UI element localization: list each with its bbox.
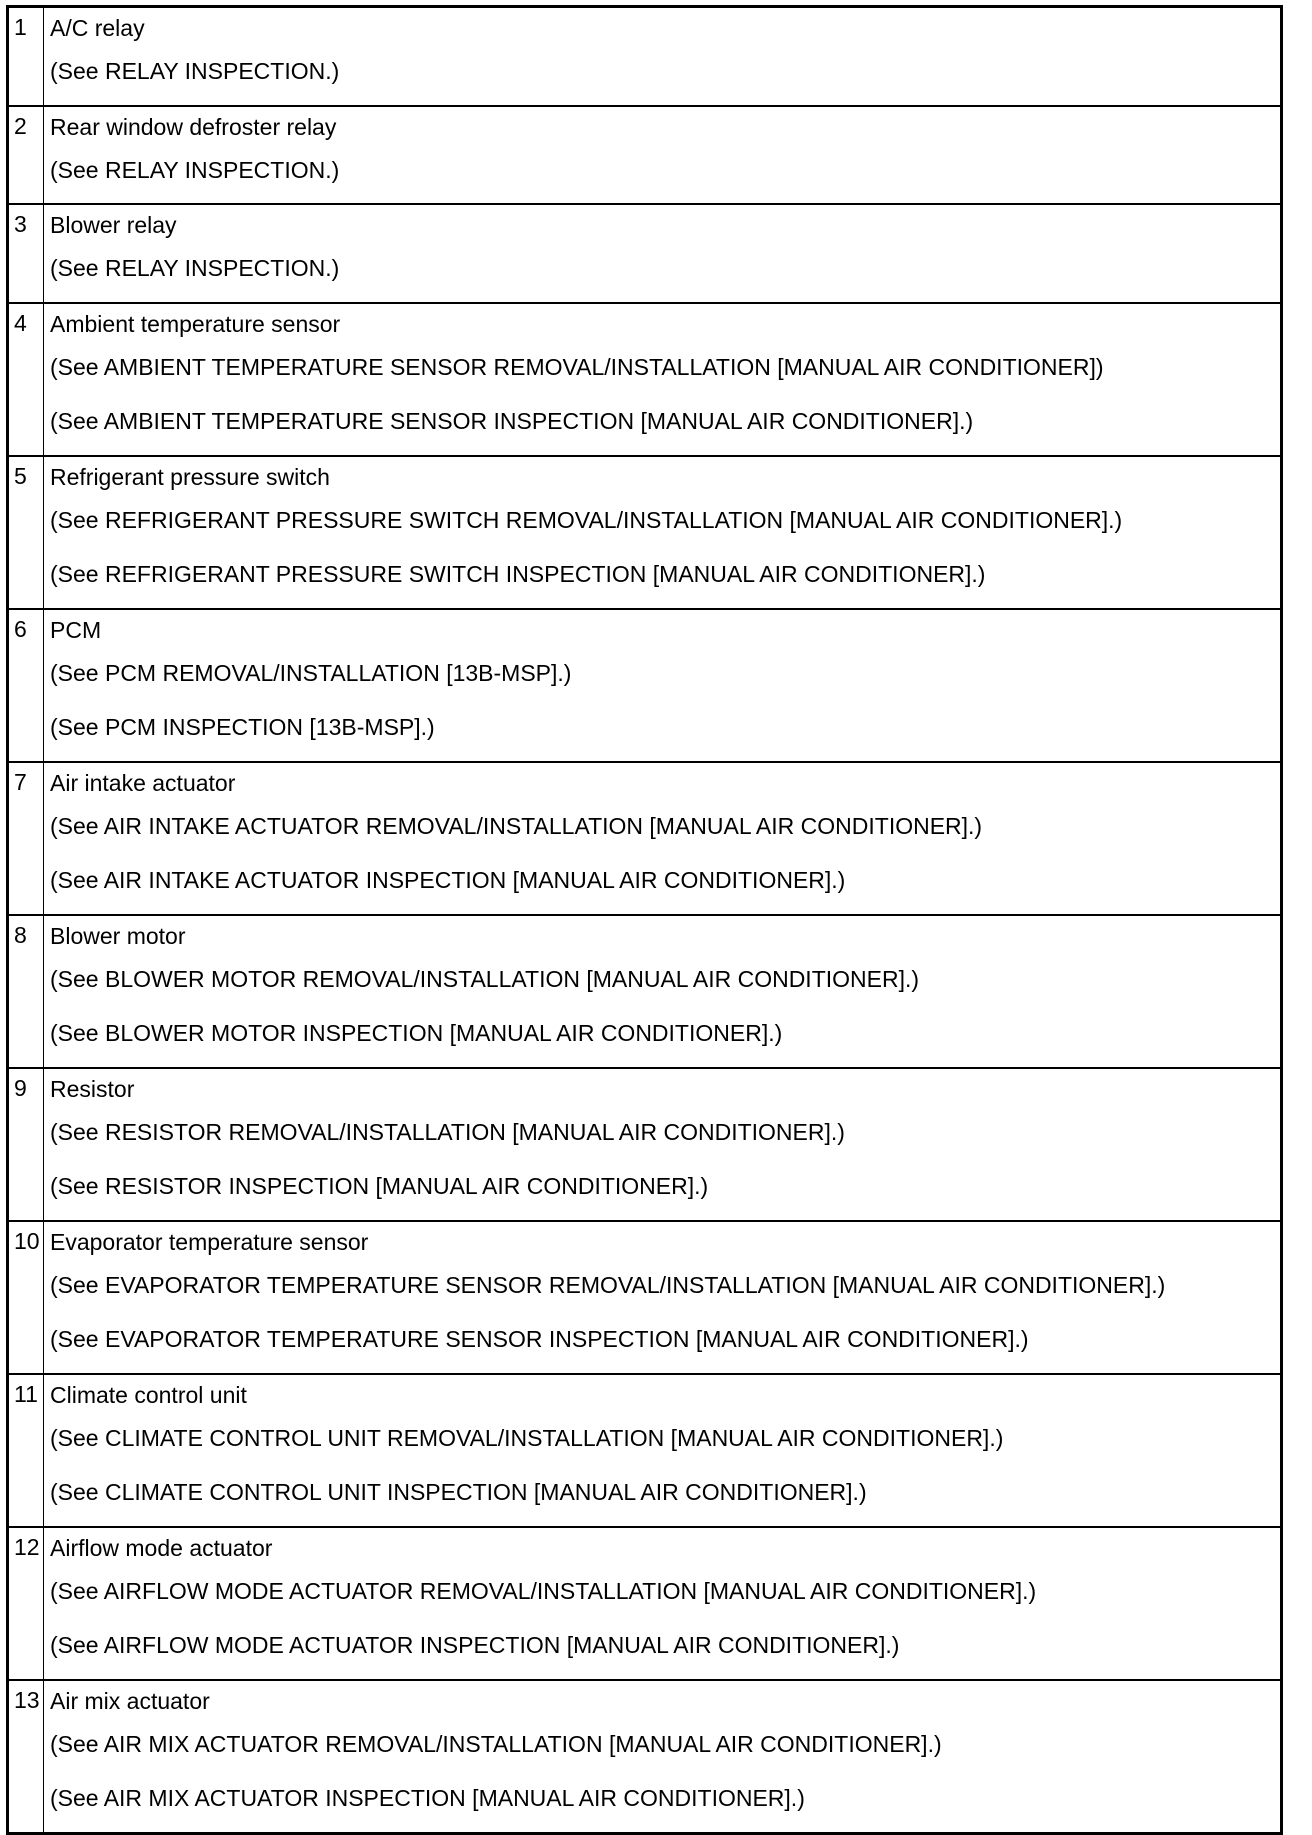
procedure-reference: (See EVAPORATOR TEMPERATURE SENSOR REMOVAL/INSTALLATION [MANUAL AIR CONDITIONER].) [50,1271,1166,1298]
component-name: PCM [50,616,102,643]
procedure-reference: (See AIRFLOW MODE ACTUATOR INSPECTION [MANUAL AIR CONDITIONER].) [50,1632,900,1658]
item-number: 12 [8,1527,44,1680]
item-number: 9 [8,1068,44,1221]
component-name: Air intake actuator [50,769,236,796]
component-name: Rear window defroster relay [50,113,337,140]
item-number: 1 [8,7,44,106]
item-number: 6 [8,609,44,762]
procedure-reference: (See RESISTOR REMOVAL/INSTALLATION [MANUAL AIR CONDITIONER].) [50,1118,845,1145]
table-body [8,7,1282,1834]
procedure-reference: (See BLOWER MOTOR REMOVAL/INSTALLATION [MANUAL AIR CONDITIONER].) [50,965,920,992]
item-content [44,106,1282,205]
procedure-reference: (See BLOWER MOTOR INSPECTION [MANUAL AIR CONDITIONER].) [50,1020,783,1046]
item-number: 3 [8,204,44,303]
table-row [8,456,1282,609]
table-row [8,303,1282,456]
procedure-reference: (See AIR MIX ACTUATOR INSPECTION [MANUAL AIR CONDITIONER].) [50,1785,805,1811]
component-reference-table [6,5,1283,1835]
component-name: Resistor [50,1075,135,1102]
procedure-reference: (See PCM REMOVAL/INSTALLATION [13B-MSP].) [50,659,572,686]
procedure-reference: (See PCM INSPECTION [13B-MSP].) [50,714,435,740]
item-number: 2 [8,106,44,205]
item-number: 8 [8,915,44,1068]
component-name: A/C relay [50,15,145,41]
table-row [8,1068,1282,1221]
procedure-reference: (See EVAPORATOR TEMPERATURE SENSOR INSPECTION [MANUAL AIR CONDITIONER].) [50,1326,1029,1352]
table-row [8,1527,1282,1680]
item-number: 7 [8,762,44,915]
item-number: 5 [8,456,44,609]
table-row [8,609,1282,762]
procedure-reference: (See AIR MIX ACTUATOR REMOVAL/INSTALLATION [MANUAL AIR CONDITIONER].) [50,1730,942,1757]
table-row [8,1221,1282,1374]
item-content [44,762,1282,915]
item-content [44,303,1282,456]
component-name: Blower relay [50,212,177,238]
table-row [8,106,1282,205]
table-row [8,1680,1282,1834]
procedure-reference: (See RELAY INSPECTION.) [50,255,340,281]
procedure-reference: (See AMBIENT TEMPERATURE SENSOR INSPECTION [MANUAL AIR CONDITIONER].) [50,408,974,434]
item-content [44,7,1282,106]
component-name: Air mix actuator [50,1687,210,1714]
item-content [44,1068,1282,1221]
procedure-reference: (See REFRIGERANT PRESSURE SWITCH REMOVAL/INSTALLATION [MANUAL AIR CONDITIONER].) [50,506,1123,533]
procedure-reference: (See CLIMATE CONTROL UNIT INSPECTION [MANUAL AIR CONDITIONER].) [50,1479,867,1505]
item-content [44,1221,1282,1374]
item-number: 13 [8,1680,44,1834]
item-content [44,609,1282,762]
component-name: Ambient temperature sensor [50,310,341,337]
procedure-reference: (See AIRFLOW MODE ACTUATOR REMOVAL/INSTALLATION [MANUAL AIR CONDITIONER].) [50,1577,1037,1604]
table-row [8,1374,1282,1527]
item-content [44,1374,1282,1527]
procedure-reference: (See RESISTOR INSPECTION [MANUAL AIR CONDITIONER].) [50,1173,709,1199]
table-row [8,7,1282,106]
component-name: Airflow mode actuator [50,1534,273,1561]
component-name: Climate control unit [50,1381,247,1408]
item-content [44,915,1282,1068]
procedure-reference: (See AIR INTAKE ACTUATOR REMOVAL/INSTALLATION [MANUAL AIR CONDITIONER].) [50,812,983,839]
item-number: 11 [8,1374,44,1527]
item-content [44,1527,1282,1680]
table-row [8,204,1282,303]
procedure-reference: (See REFRIGERANT PRESSURE SWITCH INSPECTION [MANUAL AIR CONDITIONER].) [50,561,986,587]
component-name: Blower motor [50,922,186,949]
component-name: Evaporator temperature sensor [50,1228,369,1255]
item-number: 10 [8,1221,44,1374]
item-number: 4 [8,303,44,456]
item-content [44,204,1282,303]
procedure-reference: (See AMBIENT TEMPERATURE SENSOR REMOVAL/INSTALLATION [MANUAL AIR CONDITIONER]) [50,353,1104,380]
table-row [8,915,1282,1068]
table-row [8,762,1282,915]
item-content [44,1680,1282,1834]
component-name: Refrigerant pressure switch [50,463,330,490]
item-content [44,456,1282,609]
procedure-reference: (See CLIMATE CONTROL UNIT REMOVAL/INSTALLATION [MANUAL AIR CONDITIONER].) [50,1424,1004,1451]
procedure-reference: (See RELAY INSPECTION.) [50,156,340,183]
procedure-reference: (See AIR INTAKE ACTUATOR INSPECTION [MANUAL AIR CONDITIONER].) [50,867,846,893]
procedure-reference: (See RELAY INSPECTION.) [50,58,340,84]
